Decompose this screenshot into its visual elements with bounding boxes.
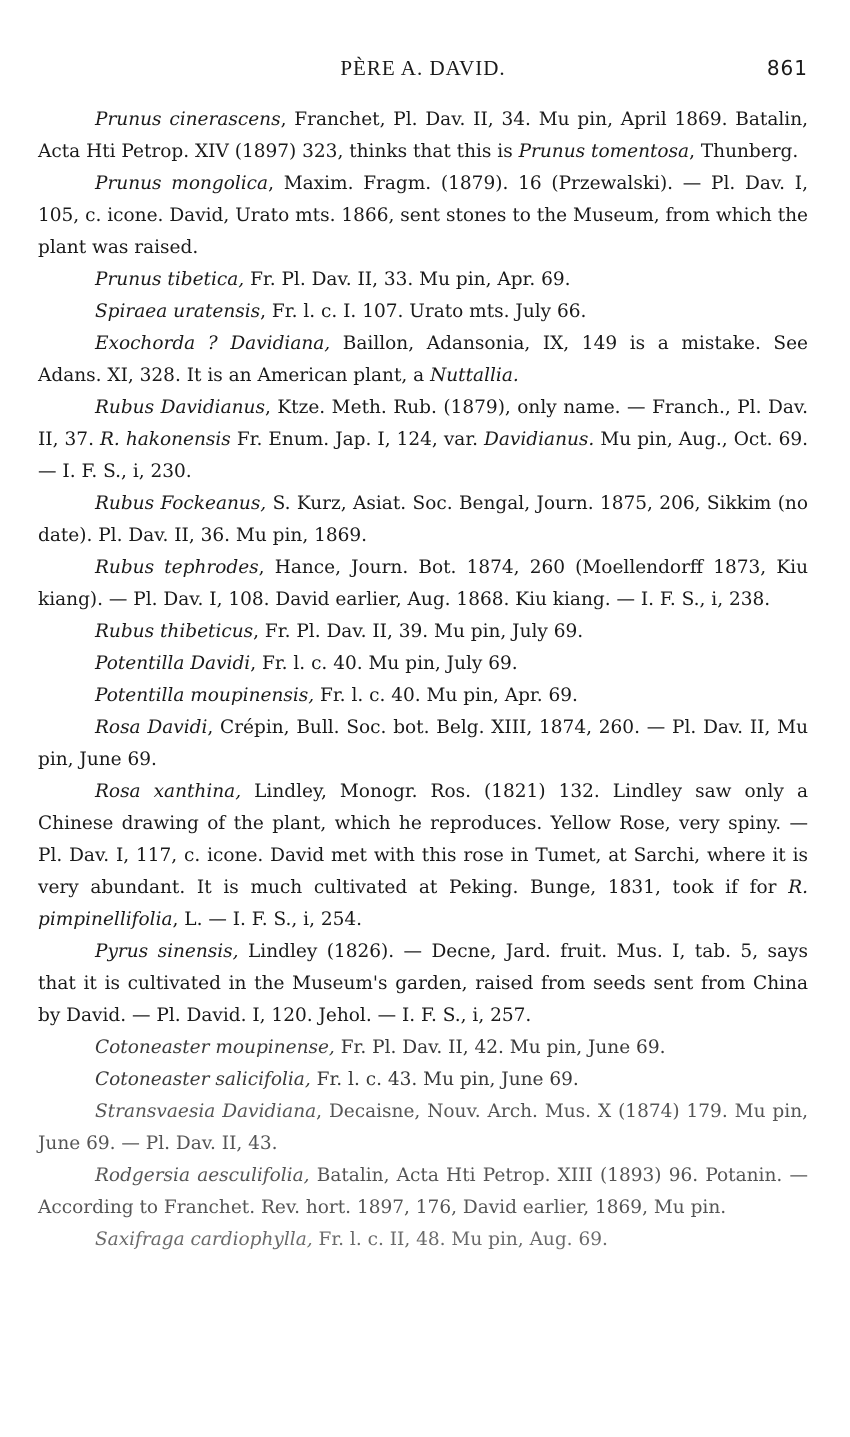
entry-text: Mu pin, Aug., Oct. 69. — I. F. S., i, 230.	[38, 429, 808, 482]
entry-paragraph	[38, 488, 808, 552]
species-name: Prunus tibetica,	[95, 269, 245, 290]
species-name: Saxifraga cardiophylla,	[95, 1229, 313, 1250]
species-name: R. pimpinellifolia	[38, 877, 808, 930]
entry-paragraph	[38, 712, 808, 776]
document-page	[38, 52, 808, 1256]
entry-paragraph	[38, 392, 808, 488]
entry-text: Fr. l. c. II, 48. Mu pin, Aug. 69.	[312, 1229, 608, 1250]
entry-list	[38, 104, 808, 1256]
species-name: Prunus tomentosa	[518, 141, 690, 162]
species-name: Cotoneaster salicifolia,	[95, 1069, 311, 1090]
species-name: Exochorda ? Davidiana,	[95, 333, 331, 354]
species-name: Pyrus sinensis,	[95, 941, 239, 962]
species-name: Rubus Davidianus	[95, 397, 265, 418]
entry-text: , Fr. Pl. Dav. II, 39. Mu pin, July 69.	[253, 621, 584, 642]
species-name: Rubus thibeticus	[95, 621, 254, 642]
entry-text: Fr. Pl. Dav. II, 42. Mu pin, June 69.	[334, 1037, 666, 1058]
species-name: Davidianus.	[484, 429, 595, 450]
entry-text: Lindley (1826). — Decne, Jard. fruit. Mus. I, tab. 5, says that it is cultivated in the Museum's garden, raised from seeds sent from China by David. — Pl. David. I, 120. Jehol. — I. F. S., i, 257.	[38, 941, 808, 1026]
entry-text: , Maxim. Fragm. (1879). 16 (Przewalski). — Pl. Dav. I, 105, c. icone. David, Urato mts. 1866, sent stones to the Museum, from which the plant was raised.	[38, 173, 808, 258]
species-name: Rodgersia aesculifolia,	[95, 1165, 310, 1186]
species-name: Nuttallia.	[430, 365, 519, 386]
entry-paragraph	[38, 616, 808, 648]
entry-paragraph	[38, 776, 808, 936]
running-title: PÈRE A. DAVID.	[340, 56, 506, 80]
species-name: Potentilla Davidi	[95, 653, 251, 674]
entry-text: Lindley, Monogr. Ros. (1821) 132. Lindley saw only a Chinese drawing of the plant, which he reproduces. Yellow Rose, very spiny. — Pl. Dav. I, 117, c. icone. David met with this rose in Tumet, at Sarchi, where it is very abundant. It is much cultivated at Peking. Bunge, 1831, took if for	[38, 781, 808, 898]
species-name: Potentilla moupinensis,	[95, 685, 315, 706]
entry-text: Fr. Enum. Jap. I, 124, var.	[230, 429, 485, 450]
entry-text: , Fr. l. c. 40. Mu pin, July 69.	[250, 653, 518, 674]
entry-text: , Franchet, Pl. Dav. II, 34. Mu pin, April 1869. Batalin, Acta Hti Petrop. XIV (1897) 323, thinks that this is	[38, 109, 809, 162]
entry-text: , Ktze. Meth. Rub. (1879), only name. — Franch., Pl. Dav. II, 37.	[38, 397, 808, 450]
species-name: Rosa xanthina,	[95, 781, 242, 802]
entry-paragraph	[38, 1160, 808, 1224]
species-name: Prunus cinerascens	[95, 109, 281, 130]
entry-paragraph	[38, 936, 808, 1032]
entry-paragraph	[38, 552, 808, 616]
species-name: Spiraea uratensis	[95, 301, 261, 322]
running-head	[38, 52, 808, 92]
entry-text: Fr. l. c. 43. Mu pin, June 69.	[310, 1069, 579, 1090]
entry-text: , Decaisne, Nouv. Arch. Mus. X (1874) 179. Mu pin, June 69. — Pl. Dav. II, 43.	[38, 1101, 808, 1154]
entry-paragraph	[38, 296, 808, 328]
species-name: Rosa Davidi	[95, 717, 208, 738]
entry-text: Baillon, Adansonia, IX, 149 is a mistake. See Adans. XI, 328. It is an American plant, a	[38, 333, 808, 386]
entry-paragraph	[38, 168, 808, 264]
entry-text: Batalin, Acta Hti Petrop. XIII (1893) 96. Potanin. — According to Franchet. Rev. hort. 1897, 176, David earlier, 1869, Mu pin.	[38, 1165, 808, 1218]
entry-paragraph	[38, 1064, 808, 1096]
species-name: Stransvaesia Davidiana	[95, 1101, 317, 1122]
entry-text: , Thunberg.	[689, 141, 799, 162]
entry-text: Fr. Pl. Dav. II, 33. Mu pin, Apr. 69.	[244, 269, 571, 290]
entry-paragraph	[38, 264, 808, 296]
species-name: Rubus tephrodes	[95, 557, 259, 578]
entry-text: , L. — I. F. S., i, 254.	[172, 909, 363, 930]
entry-paragraph	[38, 1032, 808, 1064]
entry-paragraph	[38, 104, 808, 168]
entry-paragraph	[38, 1096, 808, 1160]
species-name: Cotoneaster moupinense,	[95, 1037, 335, 1058]
page-number: 861	[766, 56, 808, 80]
entry-text: , Hance, Journ. Bot. 1874, 260 (Moellendorff 1873, Kiu kiang). — Pl. Dav. I, 108. David earlier, Aug. 1868. Kiu kiang. — I. F. S., i, 238.	[38, 557, 808, 610]
species-name: R. hakonensis	[99, 429, 231, 450]
entry-paragraph	[38, 680, 808, 712]
species-name: Prunus mongolica	[95, 173, 269, 194]
species-name: Rubus Fockeanus,	[95, 493, 267, 514]
entry-paragraph	[38, 328, 808, 392]
entry-paragraph	[38, 648, 808, 680]
entry-text: S. Kurz, Asiat. Soc. Bengal, Journ. 1875, 206, Sikkim (no date). Pl. Dav. II, 36. Mu pin, 1869.	[38, 493, 808, 546]
entry-paragraph	[38, 1224, 808, 1256]
entry-text: , Fr. l. c. I. 107. Urato mts. July 66.	[260, 301, 587, 322]
entry-text: , Crépin, Bull. Soc. bot. Belg. XIII, 1874, 260. — Pl. Dav. II, Mu pin, June 69.	[38, 717, 808, 770]
entry-text: Fr. l. c. 40. Mu pin, Apr. 69.	[314, 685, 578, 706]
